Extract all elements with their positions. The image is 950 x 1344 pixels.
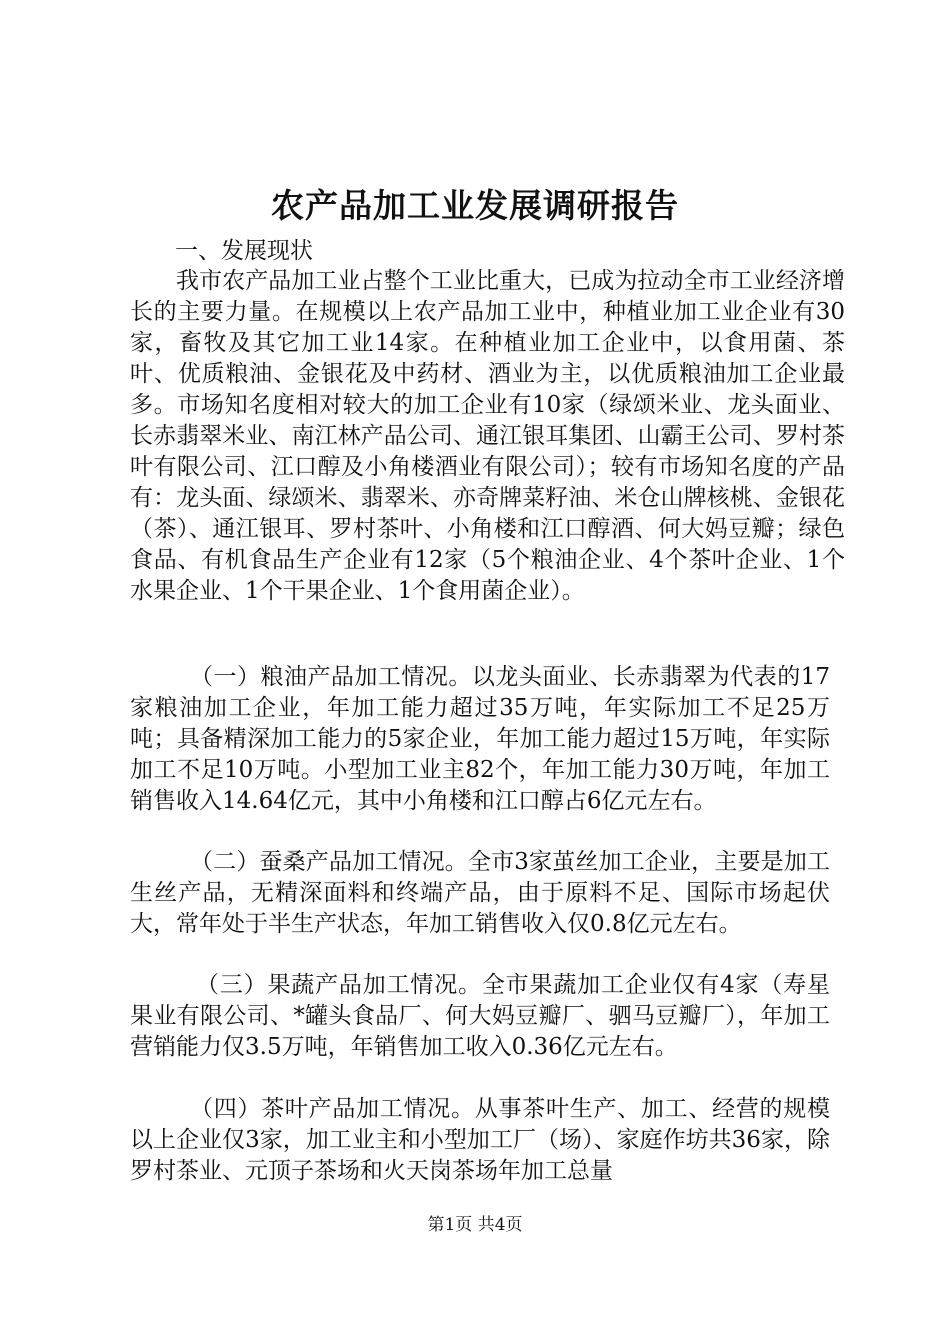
paragraph-tea: （四）茶叶产品加工情况。从事茶叶生产、加工、经营的规模以上企业仅3家，加工业主和小型加工厂（场）、家庭作坊共36家，除罗村茶业、元顶子茶场和火天岗茶场年加工总量 — [130, 1096, 830, 1184]
paragraph-overview: 我市农产品加工业占整个工业比重大，已成为拉动全市工业经济增长的主要力量。在规模以上农产品加工业中，种植业加工业企业有30家，畜牧及其它加工业14家。在种植业加工企业中，以食用菌、茶叶、优质粮油、金银花及中药材、酒业为主，以优质粮油加工企业最多。市场知名度相对较大的加工企业有10家（绿颂米业、龙头面业、长赤翡翠米业、南江林产品公司、通江银耳集团、山霸王公司、罗村茶叶有限公司、江口醇及小角楼酒业有限公司）；较有市场知名度的产品有：龙头面、绿颂米、翡翠米、亦奇牌菜籽油、米仓山牌核桃、金银花（茶）、通江银耳、罗村茶叶、小角楼和江口醇酒、何大妈豆瓣；绿色食品、有机食品生产企业有12家（5个粮油企业、4个茶叶企业、1个水果企业、1个干果企业、1个食用菌企业）。 — [130, 268, 845, 604]
paragraph-fruit-vegetable: （三）果蔬产品加工情况。全市果蔬加工企业仅有4家（寿星果业有限公司、*罐头食品厂、何大妈豆瓣厂、驷马豆瓣厂），年加工营销能力仅3.5万吨，年销售加工收入0.36亿元左右。 — [130, 972, 830, 1060]
paragraph-grain-oil: （一）粮油产品加工情况。以龙头面业、长赤翡翠为代表的17家粮油加工企业，年加工能力超过35万吨，年实际加工不足25万吨；具备精深加工能力的5家企业，年加工能力超过15万吨，年实际加工不足10万吨。小型加工业主82个，年加工能力30万吨，年加工销售收入14.64亿元，其中小角楼和江口醇占6亿元左右。 — [130, 664, 830, 814]
document-title: 农产品加工业发展调研报告 — [271, 186, 679, 225]
paragraph-sericulture: （二）蚕桑产品加工情况。全市3家茧丝加工企业，主要是加工生丝产品，无精深面料和终端产品，由于原料不足、国际市场起伏大，常年处于半生产状态，年加工销售收入仅0.8亿元左右。 — [130, 849, 830, 937]
section-heading: 一、发展现状 — [175, 238, 313, 264]
page-number: 第1页 共4页 — [427, 1215, 523, 1235]
